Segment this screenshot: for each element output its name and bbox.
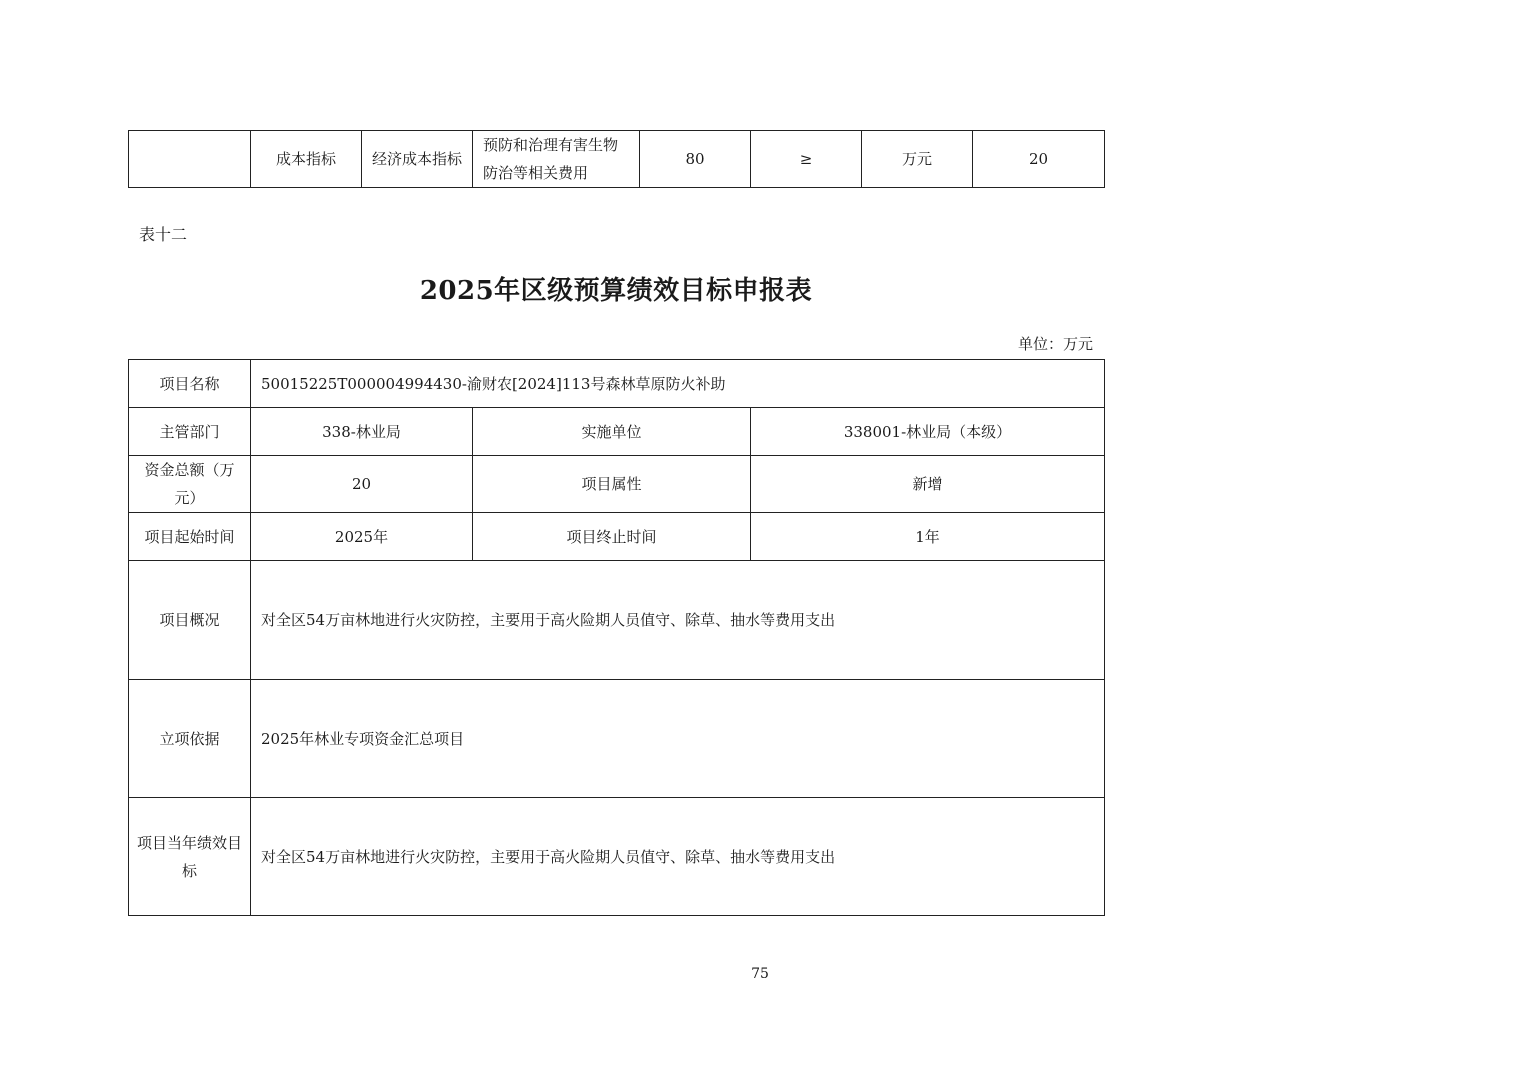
impl-unit-label: 实施单位 [473, 408, 751, 456]
table-row [129, 131, 1105, 188]
page-number: 75 [751, 966, 769, 982]
project-name-value: 50015225T000004994430-渝财农[2024]113号森林草原防火补助 [251, 360, 1105, 408]
impl-unit-value: 338001-林业局（本级） [751, 408, 1105, 456]
dept-value: 338-林业局 [251, 408, 473, 456]
page-title: 2025年区级预算绩效目标申报表 [419, 276, 813, 306]
dept-label: 主管部门 [129, 408, 251, 456]
end-time-value: 1年 [751, 513, 1105, 561]
unit-cell: 万元 [862, 131, 973, 188]
table-row [129, 798, 1105, 916]
table-row [129, 456, 1105, 513]
comparison-symbol-cell: ≥ [751, 131, 862, 188]
indicator-level1-cell: 成本指标 [251, 131, 362, 188]
indicator-level2-cell: 经济成本指标 [362, 131, 473, 188]
fund-total-label: 资金总额（万元） [129, 456, 251, 513]
table-row [129, 513, 1105, 561]
project-attr-label: 项目属性 [473, 456, 751, 513]
table-row [129, 561, 1105, 680]
fund-total-value: 20 [251, 456, 473, 513]
end-time-label: 项目终止时间 [473, 513, 751, 561]
score-cell: 20 [973, 131, 1105, 188]
start-time-label: 项目起始时间 [129, 513, 251, 561]
project-attr-value: 新增 [751, 456, 1105, 513]
indicator-value-cell: 80 [640, 131, 751, 188]
project-name-label: 项目名称 [129, 360, 251, 408]
overview-value: 对全区54万亩林地进行火灾防控，主要用于高火险期人员值守、除草、抽水等费用支出 [251, 561, 1105, 680]
annual-goal-value: 对全区54万亩林地进行火灾防控，主要用于高火险期人员值守、除草、抽水等费用支出 [251, 798, 1105, 916]
basis-value: 2025年林业专项资金汇总项目 [251, 680, 1105, 798]
basis-label: 立项依据 [129, 680, 251, 798]
annual-goal-label: 项目当年绩效目标 [129, 798, 251, 916]
project-info-table [128, 359, 1105, 916]
table-row [129, 360, 1105, 408]
table-row [129, 680, 1105, 798]
empty-cell [129, 131, 251, 188]
unit-note: 单位：万元 [1017, 335, 1093, 353]
table-row [129, 408, 1105, 456]
table-caption: 表十二 [139, 225, 188, 244]
overview-label: 项目概况 [129, 561, 251, 680]
start-time-value: 2025年 [251, 513, 473, 561]
previous-indicator-table [128, 130, 1105, 188]
indicator-level3-cell: 预防和治理有害生物防治等相关费用 [473, 131, 640, 188]
